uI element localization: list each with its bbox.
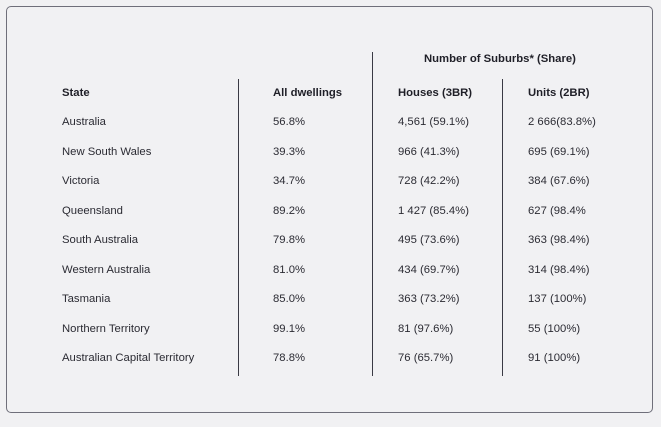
cell-houses: 966 (41.3%)	[398, 146, 460, 158]
cell-state: South Australia	[62, 234, 138, 246]
cell-state: Australia	[62, 116, 106, 128]
group-header: Number of Suburbs* (Share)	[424, 53, 576, 65]
cell-state: Australian Capital Territory	[62, 352, 195, 364]
cell-all-dwellings: 79.8%	[273, 234, 306, 246]
cell-houses: 76 (65.7%)	[398, 352, 454, 364]
cell-units: 363 (98.4%)	[528, 234, 590, 246]
cell-houses: 363 (73.2%)	[398, 293, 460, 305]
cell-houses: 81 (97.6%)	[398, 323, 454, 335]
cell-units: 695 (69.1%)	[528, 146, 590, 158]
cell-houses: 4,561 (59.1%)	[398, 116, 469, 128]
cell-houses: 1 427 (85.4%)	[398, 205, 469, 217]
cell-houses: 728 (42.2%)	[398, 175, 460, 187]
cell-state: New South Wales	[62, 146, 152, 158]
cell-state: Western Australia	[62, 264, 151, 276]
cell-units: 137 (100%)	[528, 293, 587, 305]
column-header-state: State	[62, 87, 90, 99]
column-header-houses: Houses (3BR)	[398, 87, 473, 99]
cell-units: 314 (98.4%)	[528, 264, 590, 276]
cell-all-dwellings: 85.0%	[273, 293, 306, 305]
column-header-units: Units (2BR)	[528, 87, 590, 99]
column-header-all-dwellings: All dwellings	[273, 87, 343, 99]
cell-state: Northern Territory	[62, 323, 150, 335]
cell-all-dwellings: 39.3%	[273, 146, 306, 158]
cell-units: 91 (100%)	[528, 352, 581, 364]
cell-all-dwellings: 99.1%	[273, 323, 306, 335]
cell-all-dwellings: 56.8%	[273, 116, 306, 128]
cell-houses: 495 (73.6%)	[398, 234, 460, 246]
cell-units: 627 (98.4%	[528, 205, 586, 217]
divider-all-houses	[372, 52, 373, 376]
cell-state: Queensland	[62, 205, 123, 217]
cell-units: 384 (67.6%)	[528, 175, 590, 187]
cell-units: 2 666(83.8%)	[528, 116, 596, 128]
cell-all-dwellings: 34.7%	[273, 175, 306, 187]
divider-houses-units	[502, 79, 503, 376]
cell-state: Victoria	[62, 175, 100, 187]
cell-state: Tasmania	[62, 293, 111, 305]
cell-all-dwellings: 89.2%	[273, 205, 306, 217]
divider-state-all	[238, 79, 239, 376]
cell-all-dwellings: 81.0%	[273, 264, 306, 276]
cell-houses: 434 (69.7%)	[398, 264, 460, 276]
cell-units: 55 (100%)	[528, 323, 581, 335]
cell-all-dwellings: 78.8%	[273, 352, 306, 364]
